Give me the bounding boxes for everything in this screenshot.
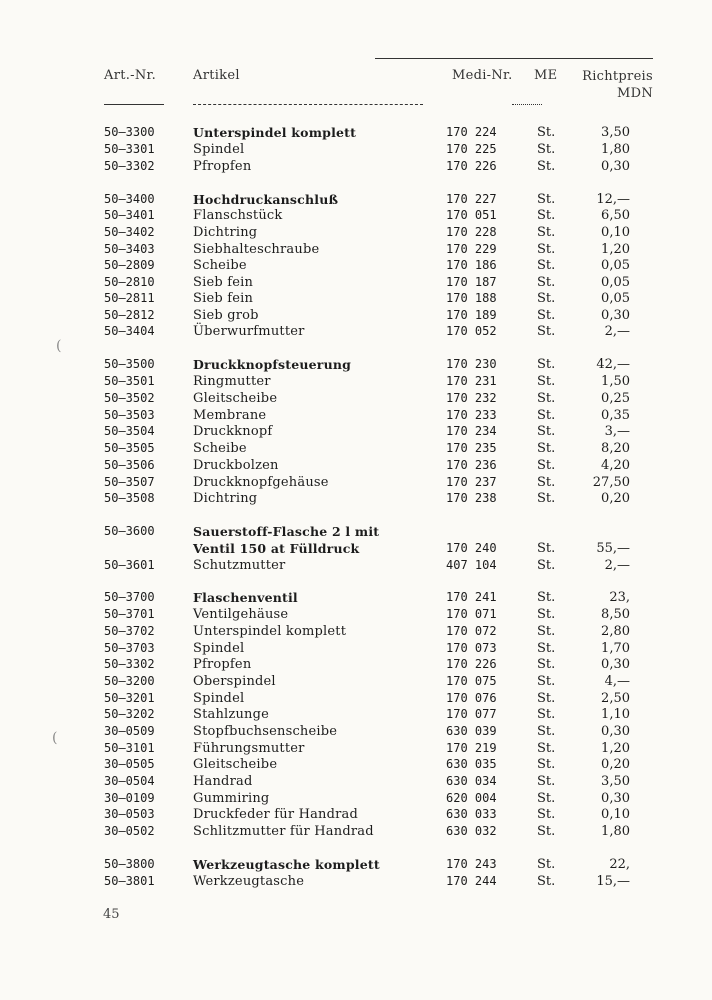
article-name: Dichtring <box>193 225 258 240</box>
price: 0,35 <box>601 408 630 423</box>
article-name: Stahlzunge <box>193 707 270 722</box>
price: 0,30 <box>601 159 630 174</box>
art-number: 50—3501 <box>104 374 155 388</box>
unit: St. <box>537 159 556 174</box>
price: 1,20 <box>601 242 630 257</box>
art-number: 50—3200 <box>104 674 155 688</box>
table-row <box>0 673 712 690</box>
article-name: Siebhalteschraube <box>193 242 320 257</box>
article-name: Druckknopf <box>193 424 273 439</box>
medi-number: 620 004 <box>446 791 497 805</box>
price: 55,— <box>596 541 630 556</box>
unit: St. <box>537 275 556 290</box>
medi-number: 170 225 <box>446 142 497 156</box>
margin-mark: ( <box>52 730 58 746</box>
table-row <box>0 474 712 491</box>
table-row <box>0 606 712 623</box>
price: 0,30 <box>601 657 630 672</box>
article-name: Hochdruckanschluß <box>193 192 339 207</box>
unit: St. <box>537 624 556 639</box>
price: 1,50 <box>601 374 630 389</box>
medi-number: 407 104 <box>446 558 497 572</box>
price: 8,50 <box>601 607 630 622</box>
price: 3,50 <box>601 774 630 789</box>
price: 6,50 <box>601 208 630 223</box>
medi-number: 170 238 <box>446 491 497 505</box>
unit: St. <box>537 791 556 806</box>
price: 0,25 <box>601 391 630 406</box>
medi-number: 170 076 <box>446 691 497 705</box>
medi-number: 170 224 <box>446 125 497 139</box>
art-number: 30—0504 <box>104 774 155 788</box>
unit: St. <box>537 225 556 240</box>
article-name: Oberspindel <box>193 674 276 689</box>
art-number: 50—2812 <box>104 308 155 322</box>
table-row <box>0 457 712 474</box>
table-row <box>0 224 712 241</box>
article-name: Scheibe <box>193 258 247 273</box>
article-name: Druckfeder für Handrad <box>193 807 359 822</box>
table-row <box>0 373 712 390</box>
price: 1,80 <box>601 824 630 839</box>
unit: St. <box>537 458 556 473</box>
medi-number: 170 232 <box>446 391 497 405</box>
art-number: 50—2810 <box>104 275 155 289</box>
unit: St. <box>537 724 556 739</box>
unit: St. <box>537 242 556 257</box>
unit: St. <box>537 857 556 872</box>
table-row <box>0 623 712 640</box>
unit: St. <box>537 125 556 140</box>
medi-number: 170 235 <box>446 441 497 455</box>
table-row <box>0 290 712 307</box>
medi-number: 170 186 <box>446 258 497 272</box>
art-number: 50—3400 <box>104 192 155 206</box>
header-rule-artikel <box>193 104 423 105</box>
art-number: 50—3301 <box>104 142 155 156</box>
art-number: 30—0109 <box>104 791 155 805</box>
article-name: Sieb grob <box>193 308 259 323</box>
table-row <box>0 141 712 158</box>
unit: St. <box>537 308 556 323</box>
price: 0,20 <box>601 491 630 506</box>
table-row <box>0 490 712 507</box>
article-name: Flanschstück <box>193 208 283 223</box>
article-name: Druckknopfgehäuse <box>193 475 329 490</box>
medi-number: 170 229 <box>446 242 497 256</box>
article-name: Führungsmutter <box>193 741 305 756</box>
price: 15,— <box>596 874 630 889</box>
table-row <box>0 440 712 457</box>
price: 22, <box>609 857 630 872</box>
art-number: 50—3202 <box>104 707 155 721</box>
art-number: 50—3801 <box>104 874 155 888</box>
unit: St. <box>537 657 556 672</box>
article-name: Unterspindel komplett <box>193 125 357 140</box>
article-name: Ringmutter <box>193 374 271 389</box>
medi-number: 170 189 <box>446 308 497 322</box>
table-row <box>0 540 712 557</box>
price: 0,30 <box>601 791 630 806</box>
unit: St. <box>537 408 556 423</box>
header-rule-me <box>512 104 542 105</box>
table-row <box>0 756 712 773</box>
medi-number: 170 230 <box>446 357 497 371</box>
article-name: Sauerstoff-Flasche 2 l mit <box>193 524 380 539</box>
article-name: Spindel <box>193 691 245 706</box>
art-number: 50—3507 <box>104 475 155 489</box>
art-number: 50—3504 <box>104 424 155 438</box>
price: 2,80 <box>601 624 630 639</box>
header-rule-art <box>104 104 164 105</box>
art-number: 50—3506 <box>104 458 155 472</box>
price: 1,70 <box>601 641 630 656</box>
medi-number: 170 243 <box>446 857 497 871</box>
unit: St. <box>537 142 556 157</box>
table-row <box>0 656 712 673</box>
table-row <box>0 773 712 790</box>
article-name: Schutzmutter <box>193 558 286 573</box>
art-number: 50—3703 <box>104 641 155 655</box>
medi-number: 170 233 <box>446 408 497 422</box>
article-name: Pfropfen <box>193 159 252 174</box>
page-number: 45 <box>103 907 120 922</box>
unit: St. <box>537 324 556 339</box>
article-name: Schlitzmutter für Handrad <box>193 824 374 839</box>
unit: St. <box>537 475 556 490</box>
table-row <box>0 523 712 540</box>
price: 12,— <box>596 192 630 207</box>
table-row <box>0 257 712 274</box>
table-row <box>0 806 712 823</box>
article-name: Spindel <box>193 641 245 656</box>
table-row <box>0 158 712 175</box>
medi-number: 170 236 <box>446 458 497 472</box>
article-name: Dichtring <box>193 491 258 506</box>
art-number: 50—3508 <box>104 491 155 505</box>
price: 42,— <box>596 357 630 372</box>
medi-number: 630 035 <box>446 757 497 771</box>
richtpreis-label: Richtpreis <box>582 69 653 84</box>
art-number: 50—3702 <box>104 624 155 638</box>
unit: St. <box>537 357 556 372</box>
price: 0,20 <box>601 757 630 772</box>
unit: St. <box>537 824 556 839</box>
header-top-rule <box>375 58 653 59</box>
unit: St. <box>537 691 556 706</box>
price: 1,80 <box>601 142 630 157</box>
article-name: Überwurfmutter <box>193 324 305 339</box>
art-number: 50—3201 <box>104 691 155 705</box>
price: 2,— <box>604 324 630 339</box>
unit: St. <box>537 590 556 605</box>
table-row <box>0 191 712 208</box>
art-number: 50—3800 <box>104 857 155 871</box>
price: 2,— <box>604 558 630 573</box>
art-number: 50—3600 <box>104 524 155 538</box>
currency-label: MDN <box>616 86 653 101</box>
unit: St. <box>537 374 556 389</box>
unit: St. <box>537 192 556 207</box>
unit: St. <box>537 208 556 223</box>
unit: St. <box>537 258 556 273</box>
table-row <box>0 640 712 657</box>
medi-number: 170 237 <box>446 475 497 489</box>
table-row <box>0 423 712 440</box>
article-name: Sieb fein <box>193 275 254 290</box>
article-name: Druckbolzen <box>193 458 279 473</box>
art-number: 30—0503 <box>104 807 155 821</box>
medi-number: 170 241 <box>446 590 497 604</box>
medi-number: 170 077 <box>446 707 497 721</box>
art-number: 50—3700 <box>104 590 155 604</box>
article-name: Werkzeugtasche komplett <box>193 857 380 872</box>
table-row <box>0 723 712 740</box>
column-header-medi-nr: Medi-Nr. <box>452 68 513 83</box>
table-row <box>0 823 712 840</box>
article-name: Gleitscheibe <box>193 757 278 772</box>
article-name: Stopfbuchsenscheibe <box>193 724 338 739</box>
art-number: 50—3300 <box>104 125 155 139</box>
art-number: 50—3402 <box>104 225 155 239</box>
art-number: 50—3101 <box>104 741 155 755</box>
medi-number: 170 072 <box>446 624 497 638</box>
article-name: Unterspindel komplett <box>193 624 347 639</box>
article-name: Flaschenventil <box>193 590 298 605</box>
medi-number: 170 051 <box>446 208 497 222</box>
medi-number: 170 226 <box>446 657 497 671</box>
margin-mark: ( <box>56 338 62 354</box>
table-row <box>0 873 712 890</box>
column-header-me: ME <box>534 68 558 83</box>
unit: St. <box>537 391 556 406</box>
price: 3,— <box>604 424 630 439</box>
art-number: 30—0509 <box>104 724 155 738</box>
medi-number: 170 219 <box>446 741 497 755</box>
art-number: 50—3500 <box>104 357 155 371</box>
medi-number: 170 244 <box>446 874 497 888</box>
price: 0,05 <box>601 258 630 273</box>
art-number: 30—0505 <box>104 757 155 771</box>
unit: St. <box>537 757 556 772</box>
table-row <box>0 274 712 291</box>
unit: St. <box>537 707 556 722</box>
medi-number: 170 073 <box>446 641 497 655</box>
price: 4,— <box>604 674 630 689</box>
price: 23, <box>609 590 630 605</box>
medi-number: 630 033 <box>446 807 497 821</box>
table-row <box>0 124 712 141</box>
table-row <box>0 856 712 873</box>
article-name: Gummiring <box>193 791 270 806</box>
unit: St. <box>537 491 556 506</box>
article-name: Druckknopfsteuerung <box>193 357 352 372</box>
price: 0,10 <box>601 807 630 822</box>
article-name: Handrad <box>193 774 253 789</box>
article-name: Ventilgehäuse <box>193 607 289 622</box>
column-header-richtpreis <box>580 68 653 102</box>
table-row <box>0 557 712 574</box>
medi-number: 170 052 <box>446 324 497 338</box>
table-row <box>0 390 712 407</box>
art-number: 50—3404 <box>104 324 155 338</box>
table-row <box>0 207 712 224</box>
price: 1,10 <box>601 707 630 722</box>
unit: St. <box>537 641 556 656</box>
medi-number: 170 234 <box>446 424 497 438</box>
table-row <box>0 241 712 258</box>
art-number: 50—3601 <box>104 558 155 572</box>
price: 2,50 <box>601 691 630 706</box>
medi-number: 170 071 <box>446 607 497 621</box>
price: 0,30 <box>601 724 630 739</box>
table-row <box>0 356 712 373</box>
table-row <box>0 740 712 757</box>
price: 27,50 <box>592 475 630 490</box>
price: 3,50 <box>601 125 630 140</box>
medi-number: 170 188 <box>446 291 497 305</box>
article-name: Spindel <box>193 142 245 157</box>
table-row <box>0 407 712 424</box>
medi-number: 630 034 <box>446 774 497 788</box>
medi-number: 170 227 <box>446 192 497 206</box>
article-name: Scheibe <box>193 441 247 456</box>
unit: St. <box>537 674 556 689</box>
price: 0,05 <box>601 291 630 306</box>
price: 0,10 <box>601 225 630 240</box>
medi-number: 170 231 <box>446 374 497 388</box>
medi-number: 630 032 <box>446 824 497 838</box>
medi-number: 630 039 <box>446 724 497 738</box>
art-number: 50—3503 <box>104 408 155 422</box>
art-number: 30—0502 <box>104 824 155 838</box>
art-number: 50—3701 <box>104 607 155 621</box>
art-number: 50—3505 <box>104 441 155 455</box>
table-row <box>0 589 712 606</box>
unit: St. <box>537 291 556 306</box>
price: 4,20 <box>601 458 630 473</box>
table-row <box>0 307 712 324</box>
article-name: Membrane <box>193 408 267 423</box>
medi-number: 170 240 <box>446 541 497 555</box>
column-header-artikel: Artikel <box>193 68 240 83</box>
medi-number: 170 187 <box>446 275 497 289</box>
art-number: 50—3302 <box>104 657 155 671</box>
art-number: 50—3502 <box>104 391 155 405</box>
article-name: Pfropfen <box>193 657 252 672</box>
article-name: Werkzeugtasche <box>193 874 305 889</box>
unit: St. <box>537 807 556 822</box>
article-name: Gleitscheibe <box>193 391 278 406</box>
unit: St. <box>537 741 556 756</box>
table-row <box>0 323 712 340</box>
unit: St. <box>537 874 556 889</box>
price: 0,05 <box>601 275 630 290</box>
price: 1,20 <box>601 741 630 756</box>
unit: St. <box>537 558 556 573</box>
price: 0,30 <box>601 308 630 323</box>
art-number: 50—2811 <box>104 291 155 305</box>
article-name: Ventil 150 at Fülldruck <box>193 541 360 556</box>
article-name: Sieb fein <box>193 291 254 306</box>
unit: St. <box>537 424 556 439</box>
unit: St. <box>537 441 556 456</box>
art-number: 50—3302 <box>104 159 155 173</box>
unit: St. <box>537 541 556 556</box>
column-header-art-nr: Art.-Nr. <box>104 68 157 83</box>
table-row <box>0 790 712 807</box>
medi-number: 170 075 <box>446 674 497 688</box>
table-row <box>0 706 712 723</box>
unit: St. <box>537 607 556 622</box>
art-number: 50—3403 <box>104 242 155 256</box>
medi-number: 170 228 <box>446 225 497 239</box>
art-number: 50—3401 <box>104 208 155 222</box>
unit: St. <box>537 774 556 789</box>
price: 8,20 <box>601 441 630 456</box>
medi-number: 170 226 <box>446 159 497 173</box>
table-row <box>0 690 712 707</box>
art-number: 50—2809 <box>104 258 155 272</box>
